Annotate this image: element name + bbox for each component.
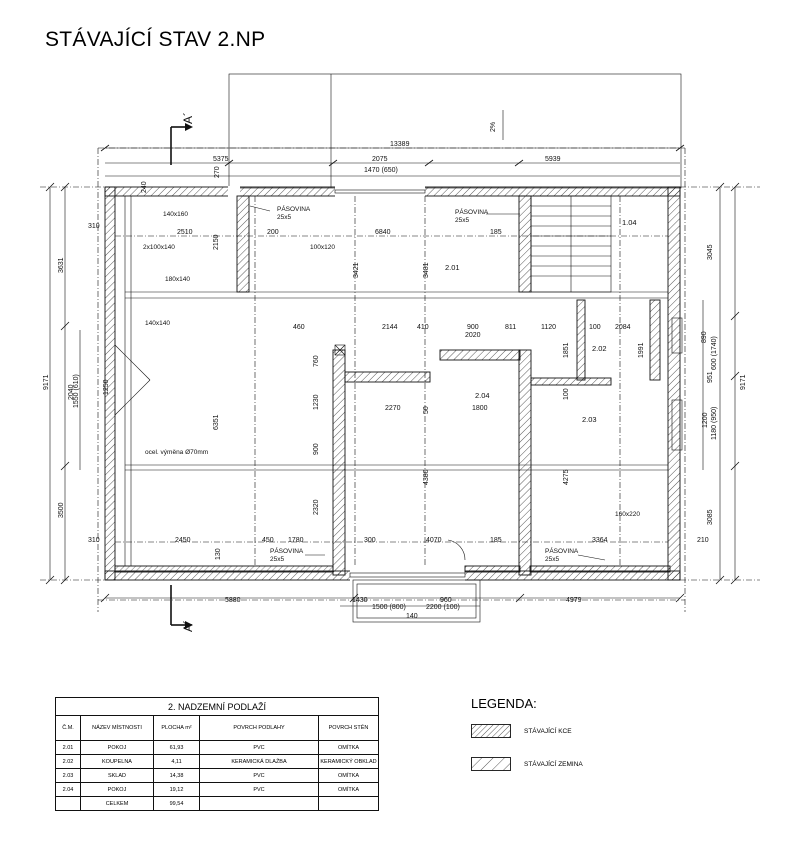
- page-title: STÁVAJÍCÍ STAV 2.NP: [45, 28, 266, 51]
- room-2-04: 2.04: [475, 391, 490, 400]
- dim-i-310a: 310: [88, 223, 100, 230]
- dim-i-3421: 3421: [353, 262, 360, 278]
- dim-i-6351: 6351: [213, 414, 220, 430]
- cell-sten: KERAMICKÝ OBKLAD: [319, 755, 379, 769]
- dim-i-200: 200: [267, 229, 279, 236]
- cell-sten: OMÍTKA: [319, 741, 379, 755]
- dim-i-811: 811: [505, 324, 517, 331]
- cell-nazev: SKLAD: [81, 769, 154, 783]
- dim-i-450: 450: [262, 537, 274, 544]
- dim-i-1800: 1800: [472, 405, 488, 412]
- dim-i-1780: 1780: [288, 537, 304, 544]
- cell-empty: [56, 797, 81, 811]
- room-2-03: 2.03: [582, 415, 597, 424]
- dim-i-130: 130: [215, 548, 222, 560]
- table-row: [56, 741, 379, 755]
- legend-label-kce: STÁVAJÍCÍ KCE: [524, 727, 572, 735]
- dim-i-210: 210: [697, 537, 709, 544]
- dim-right-9171: 9171: [740, 374, 747, 390]
- dim-i-410: 410: [417, 324, 429, 331]
- cell-empty: [319, 797, 379, 811]
- cell-sten: OMÍTKA: [319, 783, 379, 797]
- dim-i-3481: 3481: [423, 262, 430, 278]
- dim-i-300: 300: [364, 537, 376, 544]
- dim-right-890: 890: [701, 331, 708, 343]
- dim-right-1180: 1180 (950): [711, 406, 718, 440]
- label-pasovina-4: PÁSOVINA: [545, 548, 579, 555]
- cell-total-value: 99,54: [154, 797, 200, 811]
- dim-i-185a: 185: [490, 229, 502, 236]
- dim-140: 140: [406, 613, 418, 620]
- cell-nazev: KOUPELNA: [81, 755, 154, 769]
- dim-1500: 1500 (800): [372, 604, 406, 611]
- cell-podlahy: PVC: [200, 769, 319, 783]
- cell-podlahy: PVC: [200, 783, 319, 797]
- label-beam-140x160: 140x160: [163, 211, 188, 218]
- label-pasovina-4-size: 25x5: [545, 556, 560, 563]
- section-label-bottom: A´: [181, 620, 195, 632]
- dim-i-6840: 6840: [375, 229, 391, 236]
- label-pasovina-2-size: 25x5: [455, 217, 470, 224]
- label-pasovina-2: PÁSOVINA: [455, 209, 489, 216]
- dim-right-1200: 1200: [702, 412, 709, 428]
- section-label-top: A´: [181, 112, 195, 124]
- dim-i-3364: 3364: [592, 537, 608, 544]
- dim-i-760: 760: [313, 355, 320, 367]
- cell-plocha: 14,38: [154, 769, 200, 783]
- dim-right-600: 600 (1740): [711, 336, 718, 370]
- dim-i-100b: 100: [563, 388, 570, 400]
- dim-i-2270: 2270: [385, 405, 401, 412]
- section-mark-top: [171, 112, 195, 165]
- cell-nazev: POKOJ: [81, 783, 154, 797]
- dim-1470: 1470 (650): [364, 167, 398, 174]
- rooms-table: [55, 697, 379, 811]
- dim-i-2450: 2450: [175, 537, 191, 544]
- dim-i-100a: 100: [589, 324, 601, 331]
- dim-5375: 5375: [213, 156, 229, 163]
- dim-i-2084: 2084: [615, 324, 631, 331]
- slope-label: 2%: [490, 121, 497, 132]
- dim-5880: 5880: [225, 597, 241, 604]
- legend-item-kce: [471, 724, 572, 738]
- dim-i-4275: 4275: [563, 469, 570, 485]
- dim-960: 960: [440, 597, 452, 604]
- dim-i-460: 460: [293, 324, 305, 331]
- dim-13389: 13389: [390, 141, 410, 148]
- dim-i-1120: 1120: [541, 324, 557, 331]
- dim-i-900b: 900: [313, 443, 320, 455]
- dim-i-185b: 185: [490, 537, 502, 544]
- header-sten: POVRCH STĚN: [319, 716, 379, 741]
- label-beam-140x140: 140x140: [145, 320, 170, 327]
- dim-i-2144: 2144: [382, 324, 398, 331]
- dim-i-1230: 1230: [313, 394, 320, 410]
- legend-swatch-kce: [471, 724, 511, 738]
- dim-2200: 2200 (100): [426, 604, 460, 611]
- cell-cm: 2.02: [56, 755, 81, 769]
- dim-i-4070: 4070: [426, 537, 442, 544]
- dim-left-9171: 9171: [43, 374, 50, 390]
- label-steel-beam: ocel. výměna Ø70mm: [145, 449, 209, 456]
- cell-podlahy: KERAMICKÁ DLAŽBA: [200, 755, 319, 769]
- dim-i-1991: 1991: [638, 342, 645, 358]
- legend-label-zemina: STÁVAJÍCÍ ZEMINA: [524, 760, 583, 768]
- dim-left-1550: 1550 (610): [73, 374, 80, 408]
- table-row: [56, 769, 379, 783]
- dim-240: 240: [141, 181, 148, 193]
- dim-i-2150: 2150: [213, 234, 220, 250]
- interior-walls: [237, 196, 670, 575]
- cell-cm: 2.04: [56, 783, 81, 797]
- dim-right-3085: 3085: [707, 509, 714, 525]
- cell-plocha: 61,93: [154, 741, 200, 755]
- dim-left-3631: 3631: [58, 257, 65, 273]
- cell-plocha: 19,12: [154, 783, 200, 797]
- dim-i-900: 900: [467, 324, 479, 331]
- dim-left-2040: 2040: [68, 384, 75, 400]
- label-beam-160x220: 160x220: [615, 511, 640, 518]
- cell-podlahy: PVC: [200, 741, 319, 755]
- header-plocha: PLOCHA m²: [154, 716, 200, 741]
- dim-1430: 1430: [352, 597, 368, 604]
- label-beam-180x140: 180x140: [165, 276, 190, 283]
- label-beam-2x100x140: 2x100x140: [143, 244, 175, 251]
- dim-i-1851: 1851: [563, 342, 570, 358]
- staircase: [531, 196, 611, 292]
- label-pasovina-1-size: 25x5: [277, 214, 292, 221]
- dim-i-1250: 1250: [103, 379, 110, 395]
- cell-cm: 2.03: [56, 769, 81, 783]
- table-total-row: [56, 797, 379, 811]
- terrace-outline: [229, 74, 681, 188]
- room-2-01: 2.01: [445, 263, 460, 272]
- dim-270: 270: [214, 166, 221, 178]
- legend-title: LEGENDA:: [471, 696, 537, 711]
- rooms-table-caption: 2. NADZEMNÍ PODLAŽÍ: [55, 697, 379, 715]
- cell-empty: [200, 797, 319, 811]
- cell-plocha: 4,11: [154, 755, 200, 769]
- label-pasovina-1: PÁSOVINA: [277, 206, 311, 213]
- header-nazev: NÁZEV MÍSTNOSTI: [81, 716, 154, 741]
- dim-i-4380: 4380: [423, 469, 430, 485]
- room-2-02: 2.02: [592, 344, 607, 353]
- dim-i-2020: 2020: [465, 332, 481, 339]
- legend-swatch-zemina: [471, 757, 511, 771]
- cell-sten: OMÍTKA: [319, 769, 379, 783]
- cell-total-label: CELKEM: [81, 797, 154, 811]
- dim-right-951: 951: [707, 371, 714, 383]
- header-podlahy: POVRCH PODLAHY: [200, 716, 319, 741]
- cell-cm: 2.01: [56, 741, 81, 755]
- table-row: [56, 783, 379, 797]
- dim-2075: 2075: [372, 156, 388, 163]
- dim-right-3045: 3045: [707, 244, 714, 260]
- cell-nazev: POKOJ: [81, 741, 154, 755]
- dim-left-3500: 3500: [58, 502, 65, 518]
- legend-item-zemina: [471, 757, 583, 771]
- dim-i-50: 50: [423, 406, 430, 414]
- dim-i-2320: 2320: [313, 499, 320, 515]
- label-pasovina-3: PÁSOVINA: [270, 548, 304, 555]
- header-cm: Č.M.: [56, 716, 81, 741]
- dim-i-2510: 2510: [177, 229, 193, 236]
- dim-4979: 4979: [566, 597, 582, 604]
- section-mark-bottom: [171, 585, 195, 632]
- dim-i-310b: 310: [88, 537, 100, 544]
- room-1-04: 1.04: [622, 218, 637, 227]
- label-beam-100x120: 100x120: [310, 244, 335, 251]
- dim-5939: 5939: [545, 156, 561, 163]
- rooms-table-header-row: [56, 716, 379, 741]
- label-pasovina-3-size: 25x5: [270, 556, 285, 563]
- table-row: [56, 755, 379, 769]
